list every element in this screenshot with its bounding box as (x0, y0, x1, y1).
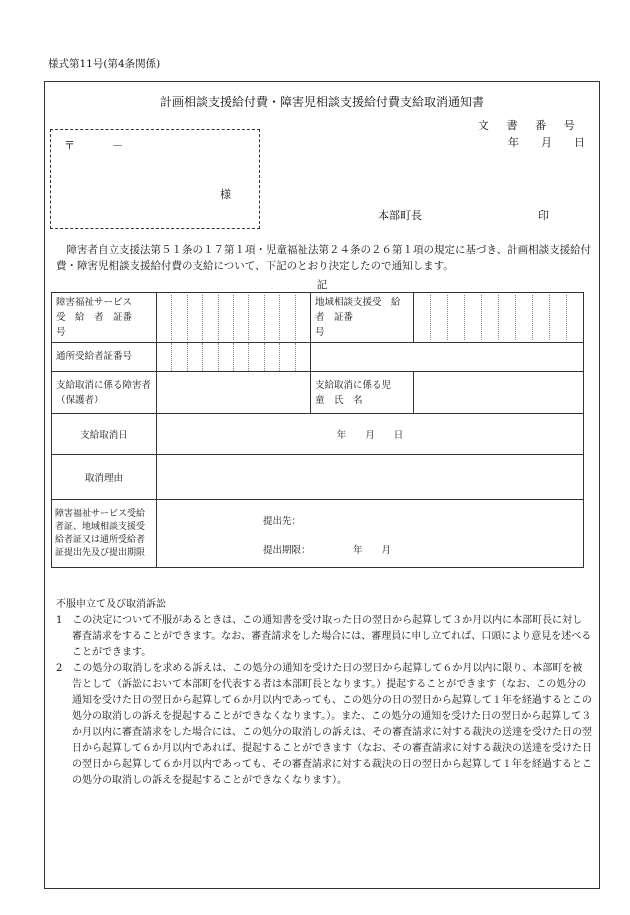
table-row (52, 414, 584, 455)
service-certificate-number-field[interactable] (157, 293, 311, 343)
issue-date-label: 年 月 日 (508, 136, 585, 149)
address-box[interactable] (50, 129, 260, 229)
addressee-suffix: 様 (220, 188, 231, 201)
submission-deadline-label: 提出期限： (263, 544, 311, 556)
table-row (52, 500, 584, 568)
seal-mark: 印 (538, 209, 549, 222)
document-title: 計画相談支援給付費・障害児相談支援給付費支給取消通知書 (159, 95, 484, 109)
regional-certificate-label (311, 293, 414, 343)
revoked-guardian-field[interactable] (157, 372, 311, 414)
revoked-guardian-label-text: 支給取消に係る障害者（保護者） (56, 379, 152, 406)
appeal-notes (56, 597, 592, 789)
revocation-reason-field[interactable] (157, 455, 584, 500)
revoked-child-field[interactable] (414, 372, 584, 414)
postal-mark: 〒 (64, 139, 75, 152)
notice-body: 障害者自立支援法第５１条の１７第１項・児童福祉法第２４条の２６第１項の規定に基づき、計画相談支援給付費・障害児相談支援給付費の支給について、下記のとおり決定したので通知します。 (56, 244, 592, 272)
table-row (52, 343, 584, 372)
day-care-certificate-label: 通所受給者証番号 (52, 343, 157, 372)
details-table (51, 292, 584, 568)
revocation-reason-label: 取消理由 (52, 455, 157, 500)
revocation-date-field[interactable]: 年 月 日 (157, 414, 584, 455)
submission-field[interactable] (157, 500, 584, 568)
form-number: 様式第11号(第4条関係) (48, 58, 161, 70)
revoked-child-label-text: 支給取消に係る児 童 氏 名 (315, 379, 401, 406)
day-care-certificate-number-field[interactable] (157, 343, 311, 372)
service-certificate-label (52, 293, 180, 343)
submission-label: 障害福祉サービス受給者証、地域相談支援受給者証又は通所受給者証提出先及び提出期限 (52, 500, 157, 568)
appeal-notes-heading: 不服申立て及び取消訴訟 (56, 599, 166, 610)
issuer-name: 本部町長 (378, 209, 422, 222)
document-number-label: 文 書 番 号 (477, 119, 578, 132)
appeal-note-item-1: 1 この決定について不服があるときは、この通知書を受け取った日の翌日から起算して３か月以内に本部町長に対し審査請求をすることができます。なお、審査請求をした場合には、審理員に申し立てれば、口頭により意見を述べることができます。 (56, 615, 592, 658)
regional-certificate-number-field[interactable] (414, 293, 584, 343)
ki-heading: 記 (316, 279, 328, 291)
submission-deadline-value: 年 月 (353, 544, 392, 556)
table-row (52, 293, 584, 343)
revocation-date-label: 支給取消日 (52, 414, 157, 455)
table-row (52, 372, 584, 414)
appeal-note-item-2: 2 この処分の取消しを求める訴えは、この処分の通知を受けた日の翌日から起算して６か月以内に限り、本部町を被告として（訴訟において本部町を代表する者は本部町長となります。）提起することができます（なお、この処分の通知を受けた日の翌日から起算して６か月以内であっても、この処分の日の翌日から起算して１年を経過するとこの処分の取消しの訴えを提起することができなくなります。）。また、この処分の通知を受けた日の翌日から起算して３か月以内に審査請求をした場合には、この処分の取消しの訴えは、その審査請求に対する裁決の送達を受けた日の翌日から起算して６か月以内であれば、提起することができます（なお、その審査請求に対する裁決の送達を受けた日の翌日から起算して６か月以内であっても、その審査請求に対する裁決の日の翌日から起算して１年を経過するとこの処分の取消しの訴えを提起することができなくなります）。 (56, 663, 592, 786)
regional-certificate-label-text: 地域相談支援受 給 者 証番 号 (315, 297, 411, 338)
table-row (52, 455, 584, 500)
postal-dash: － (112, 139, 123, 152)
revoked-child-label (311, 372, 414, 414)
revoked-guardian-label (52, 372, 157, 414)
day-care-blank-cell (311, 343, 584, 372)
submission-destination-label: 提出先： (263, 515, 302, 527)
service-certificate-label-text: 障害福祉サービス受 給 者 証番 号 (56, 297, 180, 338)
